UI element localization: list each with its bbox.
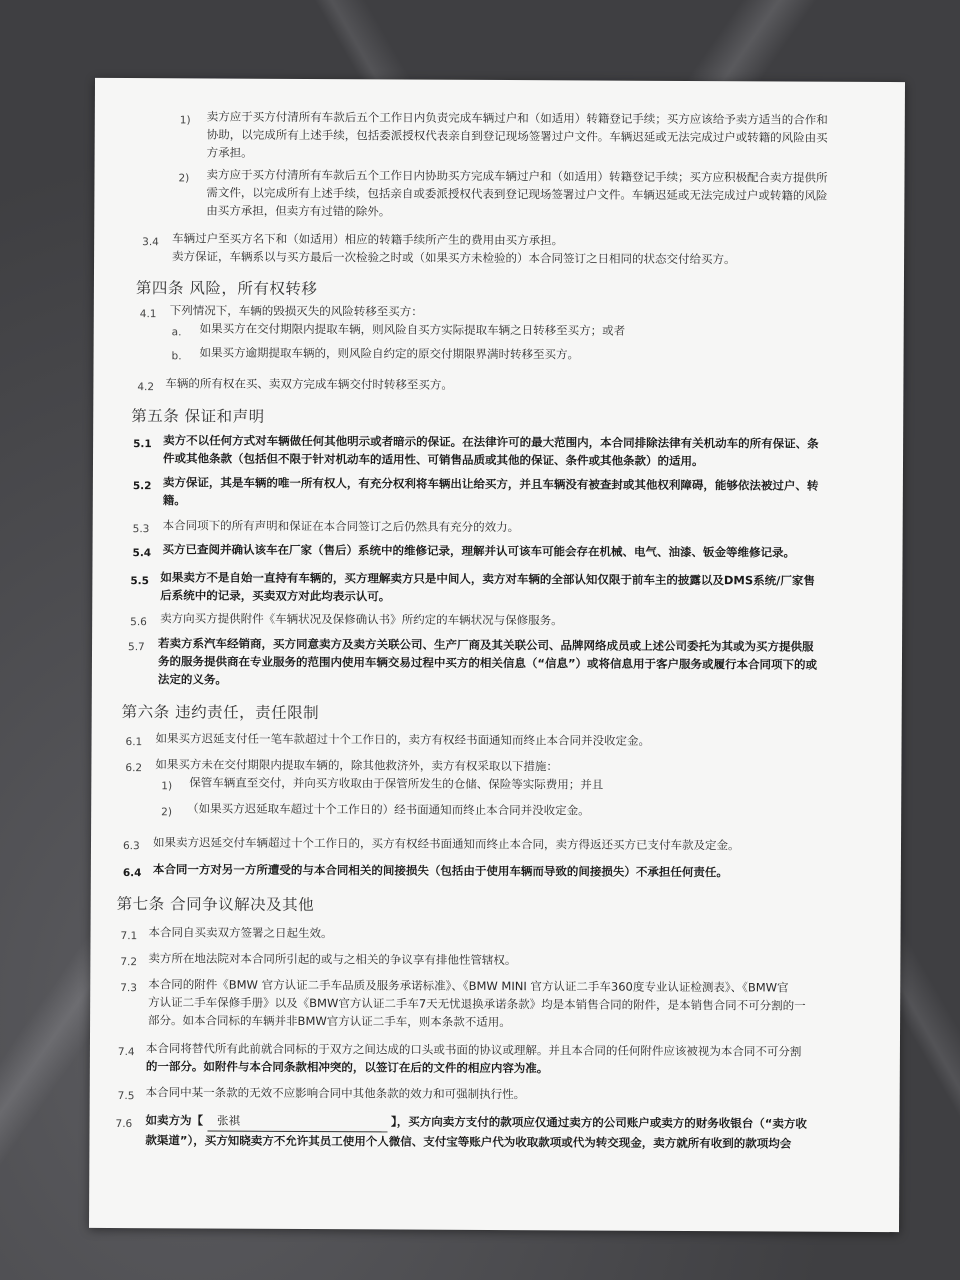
contract-page xyxy=(89,78,905,1232)
clause-line: 保管车辆直至交付，并向买方收取由于保管所发生的仓储、保险等实际费用；并且 xyxy=(189,775,604,792)
clause-line: 后系统中的记录，买卖双方对此均表示认可。 xyxy=(160,588,391,604)
clause-line: （如果买方迟延取车超过十个工作日的）经书面通知而终止本合同并没收定金。 xyxy=(187,801,590,818)
clause-line: 协助，以完成所有上述手续，包括委派授权代表亲自到登记现场签署过户文件。车辆迟延或无法完成过户或转籍的风险由买 xyxy=(206,127,828,145)
clause-number: 5.4 xyxy=(132,547,152,560)
clause-line: 卖方向买方提供附件《车辆状况及保修确认书》所约定的车辆状况与保修服务。 xyxy=(160,611,563,628)
clause-line: 款渠道”），买方知晓卖方不允许其员工使用个人微信、支付宝等账户代为收取款项或代为转交现金，卖方就所有收到的款项均会 xyxy=(145,1133,792,1151)
clause-number: 5.2 xyxy=(132,480,152,493)
clause-text: 如卖方为【 xyxy=(145,1113,204,1128)
clause-line: 部分。如本合同标的车辆并非BMW官方认证二手车，则本条款不适用。 xyxy=(148,1013,511,1030)
clause-line: 若卖方系汽车经销商，买方同意卖方及卖方关联公司、生产厂商及其关联公司、品牌网络成员或上述公司委托为其或为买方提供服 xyxy=(158,636,814,654)
clause-line: 由买方承担，但卖方有过错的除外。 xyxy=(206,203,391,219)
clause-line: 如果买方迟延支付任一笔车款超过十个工作日的，卖方有权经书面通知而终止本合同并没收定金。 xyxy=(155,731,651,748)
clause-line: 本合同将替代所有此前就合同标的于双方之间达成的口头或书面的协议或理解。并且本合同的任何附件应该被视为本合同不可分割 xyxy=(145,1041,802,1059)
item-number: a. xyxy=(171,326,182,339)
item-number: b. xyxy=(171,350,182,363)
clause-line: 卖方所在地法院对本合同所引起的或与之相关的争议享有排他性管辖权。 xyxy=(148,951,517,968)
item-number: 2) xyxy=(178,172,190,185)
clause-line: 如果卖方不是自始一直持有车辆的，买方理解卖方只是中间人，卖方对车辆的全部认知仅限于前车主的披露以及DMS系统/厂家售 xyxy=(160,570,815,588)
clause-number: 5.1 xyxy=(133,438,152,451)
clause-line: 本合同项下的所有声明和保证在本合同签订之后仍然具有充分的效力。 xyxy=(162,518,520,535)
clause-number: 4.1 xyxy=(139,308,157,321)
clause-line: 如果买方逾期提取车辆的，则风险自约定的原交付期限界满时转移至买方。 xyxy=(199,345,580,362)
clause-number: 7.4 xyxy=(117,1046,135,1059)
clause-line xyxy=(146,1112,807,1134)
clause-line: 本合同中某一条款的无效不应影响合同中其他条款的效力和可强制执行性。 xyxy=(145,1085,526,1102)
clause-number: 7.6 xyxy=(115,1118,133,1131)
clause-number: 6.3 xyxy=(122,840,140,853)
clause-number: 7.5 xyxy=(117,1090,135,1103)
clause-number: 6.1 xyxy=(125,736,143,749)
clause-line: 本合同的附件《BMW 官方认证二手车品质及服务承诺标准》、《BMW MINI 官方认证二手车360度专业认证检测表》、《BMW官 xyxy=(148,977,789,995)
clause-line: 车辆的所有权在买、卖双方完成车辆交付时转移至买方。 xyxy=(165,376,453,392)
clause-line: 本合同自买卖双方签署之日起生效。 xyxy=(148,925,333,941)
article-7-heading: 第七条 合同争议解决及其他 xyxy=(116,895,315,915)
clause-line: 车辆过户至买方名下和（如适用）相应的转籍手续所产生的费用由买方承担。 xyxy=(172,231,564,248)
clause-line: 本合同一方对另一方所遭受的与本合同相关的间接损失（包括由于使用车辆而导致的间接损失）不承担任何责任。 xyxy=(152,862,728,880)
clause-number: 4.2 xyxy=(137,381,155,394)
clause-number: 5.5 xyxy=(130,575,150,588)
clause-line: 件或其他条款（包括但不限于针对机动车的适用性、可销售品质或其他的保证、条件或其他条款）的适用。 xyxy=(162,451,704,469)
clause-line: 需文件，以完成所有上述手续，包括亲自或委派授权代表到登记现场签署过户文件。车辆迟延或无法完成过户或转籍的风险 xyxy=(206,185,828,203)
clause-number: 5.7 xyxy=(128,641,145,654)
clause-line: 卖方保证，车辆系以与买方最后一次检验之时或（如果买方未检验的）本合同签订之日相同的状态交付给买方。 xyxy=(172,249,736,267)
clause-line: 买方已查阅并确认该车在厂家（售后）系统中的维修记录，理解并认可该车可能会存在机械、电气、油漆、钣金等维修记录。 xyxy=(162,542,796,560)
clause-line: 如果卖方迟延交付车辆超过十个工作日的，买方有权经书面通知而终止本合同，卖方得返还买方已支付车款及定金。 xyxy=(152,835,740,853)
clause-line: 方认证二手车保修手册》以及《BMW官方认证二手车7天无忧退换承诺条款》均是本销售合同的附件，是本销售合同不可分割的一 xyxy=(148,995,806,1013)
clause-line: 方承担。 xyxy=(206,145,253,160)
clause-line: 卖方保证，其是车辆的唯一所有权人，有充分权利将车辆出让给买方，并且车辆没有被查封或其他权利障碍，能够依法被过户、转 xyxy=(162,475,819,493)
clause-text: 】，买方向卖方支付的款项应仅通过卖方的公司账户或卖方的财务收银台（“卖方收 xyxy=(391,1114,807,1131)
clause-number: 5.3 xyxy=(132,523,150,536)
item-number: 2) xyxy=(161,806,172,819)
clause-line: 法定的义务。 xyxy=(157,672,227,687)
clause-line: 籍。 xyxy=(162,493,186,508)
item-number: 1) xyxy=(179,114,191,127)
clause-number: 6.4 xyxy=(122,867,142,880)
clause-line: 卖方应于买方付清所有车款后五个工作日内协助买方完成车辆过户和（如适用）转籍登记手续；买方应积极配合卖方提供所 xyxy=(206,167,828,185)
article-4-heading: 第四条 风险，所有权转移 xyxy=(135,279,318,299)
clause-line: 务的服务提供商在专业服务的范围内使用车辆交易过程中买方的相关信息（“信息”）或将信息用于客户服务或履行本合同项下的或 xyxy=(157,654,818,672)
clause-number: 7.3 xyxy=(120,982,137,995)
clause-number: 5.6 xyxy=(130,616,147,629)
article-6-heading: 第六条 违约责任，责任限制 xyxy=(121,703,320,723)
clause-line: 的一部分。如附件与本合同条款相冲突的，以签订在后的文件的相应内容为准。 xyxy=(145,1059,549,1076)
item-number: 1) xyxy=(161,780,173,793)
clause-line: 卖方应于买方付清所有车款后五个工作日内负责完成车辆过户和（如适用）转籍登记手续；买方应该给予卖方适当的合作和 xyxy=(206,109,828,127)
clause-line: 如果买方在交付期限内提取车辆，则风险自买方实际提取车辆之日转移至买方；或者 xyxy=(199,321,626,338)
clause-line: 如果买方未在交付期限内提取车辆的，除其他救济外，卖方有权采取以下措施： xyxy=(155,757,558,774)
clause-number: 7.2 xyxy=(120,956,138,969)
clause-number: 3.4 xyxy=(142,236,159,249)
clause-line: 下列情况下，车辆的毁损灭失的风险转移至买方： xyxy=(169,303,423,319)
article-5-heading: 第五条 保证和声明 xyxy=(131,407,265,426)
seller-name-field: 张祺 xyxy=(207,1112,387,1132)
clause-number: 6.2 xyxy=(125,762,143,775)
clause-line: 卖方不以任何方式对车辆做任何其他明示或者暗示的保证。在法律许可的最大范围内，本合同排除法律有关机动车的所有保证、条 xyxy=(163,433,819,451)
clause-number: 7.1 xyxy=(120,930,138,943)
